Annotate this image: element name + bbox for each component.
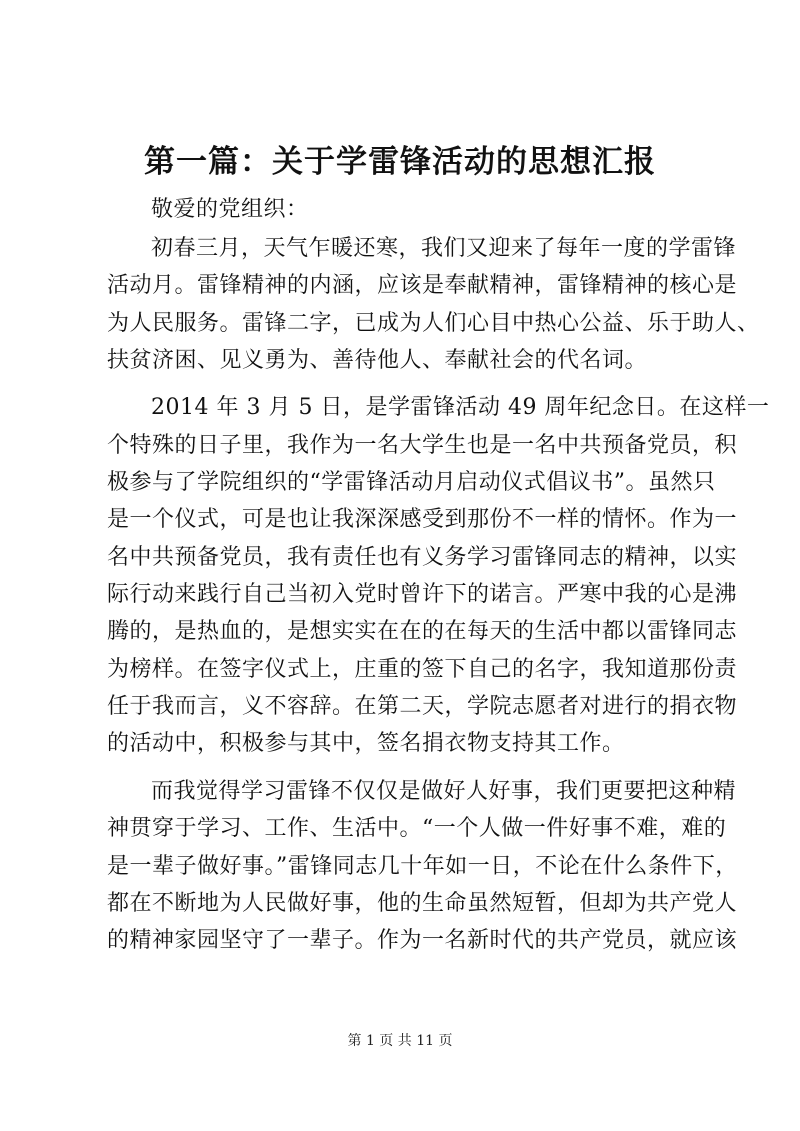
paragraph-line: 扶贫济困、见义勇为、善待他人、奉献社会的代名词。 (107, 348, 648, 373)
paragraph-line: 活动月。雷锋精神的内涵，应该是奉献精神，雷锋精神的核心是 (107, 273, 738, 298)
paragraph-line: 为人民服务。雷锋二字，已成为人们心目中热心公益、乐于助人、 (107, 311, 760, 336)
paragraph-line: 极参与了学院组织的“学雷锋活动月启动仪式倡议书”。虽然只 (107, 470, 716, 495)
paragraph-line: 际行动来践行自己当初入党时曾许下的诺言。严寒中我的心是沸 (107, 582, 738, 607)
paragraph-line: 2014 年 3 月 5 日，是学雷锋活动 49 周年纪念日。在这样一 (151, 395, 770, 420)
paragraph-line: 个特殊的日子里，我作为一名大学生也是一名中共预备党员，积 (107, 433, 738, 458)
paragraph-line: 神贯穿于学习、工作、生活中。“一个人做一件好事不难，难的 (107, 816, 727, 841)
salutation: 敬爱的党组织： (151, 197, 309, 222)
page-title: 第一篇：关于学雷锋活动的思想汇报 (144, 144, 656, 180)
paragraph-line: 的精神家园坚守了一辈子。作为一名新时代的共产党员，就应该 (107, 928, 738, 953)
paragraph-line: 腾的，是热血的，是想实实在在的在每天的生活中都以雷锋同志 (107, 619, 738, 644)
paragraph-line: 名中共预备党员，我有责任也有义务学习雷锋同志的精神，以实 (107, 545, 738, 570)
paragraph-line: 而我觉得学习雷锋不仅仅是做好人好事，我们更要把这种精 (151, 779, 737, 804)
paragraph-line: 初春三月，天气乍暖还寒，我们又迎来了每年一度的学雷锋 (151, 236, 737, 261)
paragraph-line: 为榜样。在签字仪式上，庄重的签下自己的名字，我知道那份责 (107, 657, 738, 682)
paragraph-line: 任于我而言，义不容辞。在第二天，学院志愿者对进行的捐衣物 (107, 694, 738, 719)
paragraph-line: 都在不断地为人民做好事，他的生命虽然短暂，但却为共产党人 (107, 891, 738, 916)
paragraph-line: 的活动中，积极参与其中，签名捐衣物支持其工作。 (107, 731, 625, 756)
paragraph-line: 是一辈子做好事。”雷锋同志几十年如一日，不论在什么条件下， (107, 854, 738, 879)
paragraph-line: 是一个仪式，可是也让我深深感受到那份不一样的情怀。作为一 (107, 507, 738, 532)
page-number-footer: 第 1 页 共 11 页 (347, 1033, 453, 1049)
